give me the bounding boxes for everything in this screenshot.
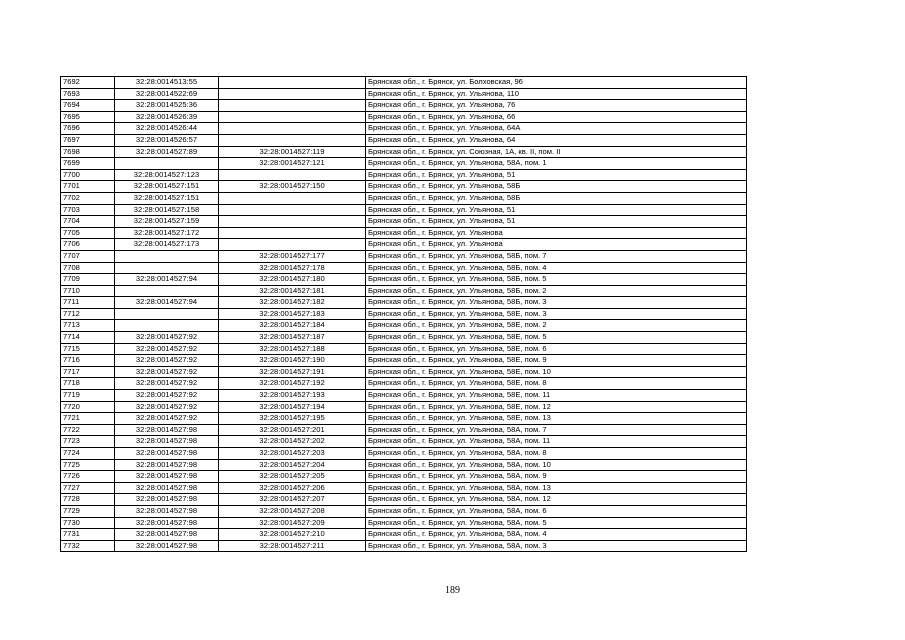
table-row — [61, 181, 747, 193]
object-cadastral-number-cell: 32:28:0014527:210 — [219, 529, 366, 541]
table-row — [61, 239, 747, 251]
table-row — [61, 123, 747, 135]
object-cadastral-number-cell: 32:28:0014527:209 — [219, 517, 366, 529]
address-cell: Брянская обл., г. Брянск, ул. Ульянова, 58А, пом. 1 — [366, 158, 747, 170]
table-row — [61, 262, 747, 274]
object-cadastral-number-cell: 32:28:0014527:203 — [219, 448, 366, 460]
table-row — [61, 297, 747, 309]
land-cadastral-number-cell: 32:28:0014527:92 — [115, 401, 219, 413]
land-cadastral-number-cell: 32:28:0014522:69 — [115, 88, 219, 100]
table-row — [61, 274, 747, 286]
table-row — [61, 436, 747, 448]
object-cadastral-number-cell: 32:28:0014527:192 — [219, 378, 366, 390]
address-cell: Брянская обл., г. Брянск, ул. Ульянова, 76 — [366, 100, 747, 112]
row-number-cell: 7728 — [61, 494, 115, 506]
row-number-cell: 7713 — [61, 320, 115, 332]
address-cell: Брянская обл., г. Брянск, ул. Ульянова, 58Б — [366, 181, 747, 193]
row-number-cell: 7712 — [61, 308, 115, 320]
land-cadastral-number-cell: 32:28:0014527:98 — [115, 471, 219, 483]
row-number-cell: 7719 — [61, 390, 115, 402]
row-number-cell: 7730 — [61, 517, 115, 529]
row-number-cell: 7718 — [61, 378, 115, 390]
object-cadastral-number-cell: 32:28:0014527:207 — [219, 494, 366, 506]
object-cadastral-number-cell: 32:28:0014527:181 — [219, 285, 366, 297]
address-cell: Брянская обл., г. Брянск, ул. Ульянова, 58Е, пом. 12 — [366, 401, 747, 413]
land-cadastral-number-cell — [115, 308, 219, 320]
table-row — [61, 285, 747, 297]
row-number-cell: 7696 — [61, 123, 115, 135]
object-cadastral-number-cell: 32:28:0014527:202 — [219, 436, 366, 448]
land-cadastral-number-cell: 32:28:0014527:92 — [115, 332, 219, 344]
row-number-cell: 7694 — [61, 100, 115, 112]
row-number-cell: 7705 — [61, 227, 115, 239]
table-row — [61, 250, 747, 262]
table-row — [61, 77, 747, 89]
object-cadastral-number-cell — [219, 134, 366, 146]
table-row — [61, 471, 747, 483]
address-cell: Брянская обл., г. Брянск, ул. Ульянова, 51 — [366, 216, 747, 228]
land-cadastral-number-cell: 32:28:0014527:172 — [115, 227, 219, 239]
land-cadastral-number-cell: 32:28:0014527:98 — [115, 494, 219, 506]
table-row — [61, 158, 747, 170]
address-cell: Брянская обл., г. Брянск, ул. Ульянова, 58Б, пом. 7 — [366, 250, 747, 262]
address-cell: Брянская обл., г. Брянск, ул. Ульянова, 58Б, пом. 2 — [366, 285, 747, 297]
address-cell: Брянская обл., г. Брянск, ул. Ульянова, 58Е, пом. 9 — [366, 355, 747, 367]
table-row — [61, 100, 747, 112]
row-number-cell: 7706 — [61, 239, 115, 251]
table-row — [61, 308, 747, 320]
table-row — [61, 529, 747, 541]
object-cadastral-number-cell: 32:28:0014527:194 — [219, 401, 366, 413]
land-cadastral-number-cell: 32:28:0014527:92 — [115, 378, 219, 390]
land-cadastral-number-cell: 32:28:0014527:98 — [115, 459, 219, 471]
row-number-cell: 7721 — [61, 413, 115, 425]
land-cadastral-number-cell: 32:28:0014527:94 — [115, 297, 219, 309]
row-number-cell: 7708 — [61, 262, 115, 274]
object-cadastral-number-cell: 32:28:0014527:193 — [219, 390, 366, 402]
object-cadastral-number-cell: 32:28:0014527:195 — [219, 413, 366, 425]
table-row — [61, 332, 747, 344]
object-cadastral-number-cell — [219, 77, 366, 89]
object-cadastral-number-cell: 32:28:0014527:204 — [219, 459, 366, 471]
land-cadastral-number-cell — [115, 262, 219, 274]
table-row — [61, 146, 747, 158]
table-row — [61, 390, 747, 402]
table-row — [61, 540, 747, 552]
address-cell: Брянская обл., г. Брянск, ул. Союзная, 1А, кв. II, пом. II — [366, 146, 747, 158]
land-cadastral-number-cell: 32:28:0014527:98 — [115, 424, 219, 436]
object-cadastral-number-cell: 32:28:0014527:205 — [219, 471, 366, 483]
address-cell: Брянская обл., г. Брянск, ул. Болховская, 96 — [366, 77, 747, 89]
row-number-cell: 7702 — [61, 192, 115, 204]
object-cadastral-number-cell: 32:28:0014527:150 — [219, 181, 366, 193]
table-row — [61, 192, 747, 204]
row-number-cell: 7701 — [61, 181, 115, 193]
address-cell: Брянская обл., г. Брянск, ул. Ульянова, 58Б, пом. 3 — [366, 297, 747, 309]
table-row — [61, 111, 747, 123]
object-cadastral-number-cell: 32:28:0014527:187 — [219, 332, 366, 344]
row-number-cell: 7709 — [61, 274, 115, 286]
address-cell: Брянская обл., г. Брянск, ул. Ульянова — [366, 239, 747, 251]
object-cadastral-number-cell: 32:28:0014527:180 — [219, 274, 366, 286]
address-cell: Брянская обл., г. Брянск, ул. Ульянова, 58Е, пом. 13 — [366, 413, 747, 425]
registry-table-body — [61, 77, 747, 552]
land-cadastral-number-cell: 32:28:0014526:44 — [115, 123, 219, 135]
object-cadastral-number-cell: 32:28:0014527:178 — [219, 262, 366, 274]
row-number-cell: 7693 — [61, 88, 115, 100]
table-row — [61, 378, 747, 390]
object-cadastral-number-cell: 32:28:0014527:206 — [219, 482, 366, 494]
land-cadastral-number-cell: 32:28:0014527:94 — [115, 274, 219, 286]
land-cadastral-number-cell: 32:28:0014527:158 — [115, 204, 219, 216]
land-cadastral-number-cell: 32:28:0014527:98 — [115, 540, 219, 552]
address-cell: Брянская обл., г. Брянск, ул. Ульянова, 58Е, пом. 5 — [366, 332, 747, 344]
row-number-cell: 7710 — [61, 285, 115, 297]
page-number: 189 — [445, 585, 460, 596]
object-cadastral-number-cell: 32:28:0014527:177 — [219, 250, 366, 262]
object-cadastral-number-cell — [219, 216, 366, 228]
table-row — [61, 204, 747, 216]
object-cadastral-number-cell — [219, 204, 366, 216]
table-row — [61, 448, 747, 460]
table-row — [61, 169, 747, 181]
address-cell: Брянская обл., г. Брянск, ул. Ульянова, 58Е, пом. 6 — [366, 343, 747, 355]
address-cell: Брянская обл., г. Брянск, ул. Ульянова, 51 — [366, 169, 747, 181]
land-cadastral-number-cell — [115, 320, 219, 332]
row-number-cell: 7723 — [61, 436, 115, 448]
land-cadastral-number-cell: 32:28:0014527:98 — [115, 505, 219, 517]
land-cadastral-number-cell: 32:28:0014527:151 — [115, 181, 219, 193]
row-number-cell: 7732 — [61, 540, 115, 552]
table-row — [61, 88, 747, 100]
land-cadastral-number-cell — [115, 250, 219, 262]
land-cadastral-number-cell — [115, 285, 219, 297]
object-cadastral-number-cell: 32:28:0014527:211 — [219, 540, 366, 552]
land-cadastral-number-cell: 32:28:0014527:123 — [115, 169, 219, 181]
row-number-cell: 7729 — [61, 505, 115, 517]
row-number-cell: 7725 — [61, 459, 115, 471]
land-cadastral-number-cell: 32:28:0014527:92 — [115, 390, 219, 402]
address-cell: Брянская обл., г. Брянск, ул. Ульянова, 58Е, пом. 2 — [366, 320, 747, 332]
address-cell: Брянская обл., г. Брянск, ул. Ульянова, 110 — [366, 88, 747, 100]
address-cell: Брянская обл., г. Брянск, ул. Ульянова, 58А, пом. 10 — [366, 459, 747, 471]
address-cell: Брянская обл., г. Брянск, ул. Ульянова, 66 — [366, 111, 747, 123]
row-number-cell: 7711 — [61, 297, 115, 309]
table-row — [61, 517, 747, 529]
land-cadastral-number-cell: 32:28:0014526:57 — [115, 134, 219, 146]
object-cadastral-number-cell — [219, 100, 366, 112]
registry-table — [60, 76, 747, 552]
land-cadastral-number-cell: 32:28:0014527:92 — [115, 355, 219, 367]
table-row — [61, 134, 747, 146]
object-cadastral-number-cell — [219, 239, 366, 251]
land-cadastral-number-cell: 32:28:0014527:173 — [115, 239, 219, 251]
row-number-cell: 7716 — [61, 355, 115, 367]
address-cell: Брянская обл., г. Брянск, ул. Ульянова, 58А, пом. 7 — [366, 424, 747, 436]
row-number-cell: 7724 — [61, 448, 115, 460]
address-cell: Брянская обл., г. Брянск, ул. Ульянова, 58А, пом. 9 — [366, 471, 747, 483]
address-cell: Брянская обл., г. Брянск, ул. Ульянова, 58Е, пом. 10 — [366, 366, 747, 378]
table-row — [61, 216, 747, 228]
land-cadastral-number-cell: 32:28:0014525:36 — [115, 100, 219, 112]
table-row — [61, 401, 747, 413]
table-row — [61, 366, 747, 378]
address-cell: Брянская обл., г. Брянск, ул. Ульянова, 58А, пом. 3 — [366, 540, 747, 552]
address-cell: Брянская обл., г. Брянск, ул. Ульянова, 58А, пом. 5 — [366, 517, 747, 529]
row-number-cell: 7731 — [61, 529, 115, 541]
address-cell: Брянская обл., г. Брянск, ул. Ульянова, 64А — [366, 123, 747, 135]
address-cell: Брянская обл., г. Брянск, ул. Ульянова, 58Е, пом. 8 — [366, 378, 747, 390]
land-cadastral-number-cell: 32:28:0014513:55 — [115, 77, 219, 89]
object-cadastral-number-cell — [219, 169, 366, 181]
row-number-cell: 7715 — [61, 343, 115, 355]
row-number-cell: 7720 — [61, 401, 115, 413]
table-row — [61, 482, 747, 494]
table-row — [61, 413, 747, 425]
address-cell: Брянская обл., г. Брянск, ул. Ульянова, 58Б — [366, 192, 747, 204]
row-number-cell: 7700 — [61, 169, 115, 181]
object-cadastral-number-cell: 32:28:0014527:201 — [219, 424, 366, 436]
address-cell: Брянская обл., г. Брянск, ул. Ульянова, 58А, пом. 6 — [366, 505, 747, 517]
land-cadastral-number-cell — [115, 158, 219, 170]
object-cadastral-number-cell: 32:28:0014527:183 — [219, 308, 366, 320]
address-cell: Брянская обл., г. Брянск, ул. Ульянова, 58А, пом. 8 — [366, 448, 747, 460]
object-cadastral-number-cell: 32:28:0014527:184 — [219, 320, 366, 332]
land-cadastral-number-cell: 32:28:0014527:151 — [115, 192, 219, 204]
table-row — [61, 320, 747, 332]
land-cadastral-number-cell: 32:28:0014527:98 — [115, 448, 219, 460]
land-cadastral-number-cell: 32:28:0014527:92 — [115, 343, 219, 355]
table-row — [61, 505, 747, 517]
object-cadastral-number-cell: 32:28:0014527:191 — [219, 366, 366, 378]
address-cell: Брянская обл., г. Брянск, ул. Ульянова — [366, 227, 747, 239]
land-cadastral-number-cell: 32:28:0014527:98 — [115, 517, 219, 529]
address-cell: Брянская обл., г. Брянск, ул. Ульянова, 58А, пом. 13 — [366, 482, 747, 494]
address-cell: Брянская обл., г. Брянск, ул. Ульянова, 58Б, пом. 5 — [366, 274, 747, 286]
object-cadastral-number-cell — [219, 123, 366, 135]
table-row — [61, 355, 747, 367]
row-number-cell: 7692 — [61, 77, 115, 89]
table-row — [61, 227, 747, 239]
address-cell: Брянская обл., г. Брянск, ул. Ульянова, 64 — [366, 134, 747, 146]
row-number-cell: 7717 — [61, 366, 115, 378]
land-cadastral-number-cell: 32:28:0014526:39 — [115, 111, 219, 123]
object-cadastral-number-cell: 32:28:0014527:119 — [219, 146, 366, 158]
row-number-cell: 7699 — [61, 158, 115, 170]
row-number-cell: 7703 — [61, 204, 115, 216]
row-number-cell: 7707 — [61, 250, 115, 262]
table-row — [61, 459, 747, 471]
row-number-cell: 7714 — [61, 332, 115, 344]
object-cadastral-number-cell: 32:28:0014527:121 — [219, 158, 366, 170]
object-cadastral-number-cell: 32:28:0014527:190 — [219, 355, 366, 367]
row-number-cell: 7727 — [61, 482, 115, 494]
object-cadastral-number-cell: 32:28:0014527:208 — [219, 505, 366, 517]
address-cell: Брянская обл., г. Брянск, ул. Ульянова, 58Б, пом. 4 — [366, 262, 747, 274]
table-row — [61, 424, 747, 436]
row-number-cell: 7697 — [61, 134, 115, 146]
table-row — [61, 343, 747, 355]
land-cadastral-number-cell: 32:28:0014527:159 — [115, 216, 219, 228]
object-cadastral-number-cell — [219, 88, 366, 100]
object-cadastral-number-cell — [219, 227, 366, 239]
row-number-cell: 7695 — [61, 111, 115, 123]
address-cell: Брянская обл., г. Брянск, ул. Ульянова, 58А, пом. 12 — [366, 494, 747, 506]
object-cadastral-number-cell: 32:28:0014527:182 — [219, 297, 366, 309]
land-cadastral-number-cell: 32:28:0014527:89 — [115, 146, 219, 158]
land-cadastral-number-cell: 32:28:0014527:98 — [115, 436, 219, 448]
land-cadastral-number-cell: 32:28:0014527:92 — [115, 366, 219, 378]
row-number-cell: 7698 — [61, 146, 115, 158]
table-row — [61, 494, 747, 506]
address-cell: Брянская обл., г. Брянск, ул. Ульянова, 58А, пом. 4 — [366, 529, 747, 541]
row-number-cell: 7704 — [61, 216, 115, 228]
row-number-cell: 7726 — [61, 471, 115, 483]
object-cadastral-number-cell — [219, 111, 366, 123]
address-cell: Брянская обл., г. Брянск, ул. Ульянова, 58Е, пом. 11 — [366, 390, 747, 402]
row-number-cell: 7722 — [61, 424, 115, 436]
address-cell: Брянская обл., г. Брянск, ул. Ульянова, 58А, пом. 11 — [366, 436, 747, 448]
object-cadastral-number-cell: 32:28:0014527:188 — [219, 343, 366, 355]
address-cell: Брянская обл., г. Брянск, ул. Ульянова, 58Е, пом. 3 — [366, 308, 747, 320]
land-cadastral-number-cell: 32:28:0014527:98 — [115, 529, 219, 541]
object-cadastral-number-cell — [219, 192, 366, 204]
address-cell: Брянская обл., г. Брянск, ул. Ульянова, 51 — [366, 204, 747, 216]
land-cadastral-number-cell: 32:28:0014527:92 — [115, 413, 219, 425]
land-cadastral-number-cell: 32:28:0014527:98 — [115, 482, 219, 494]
